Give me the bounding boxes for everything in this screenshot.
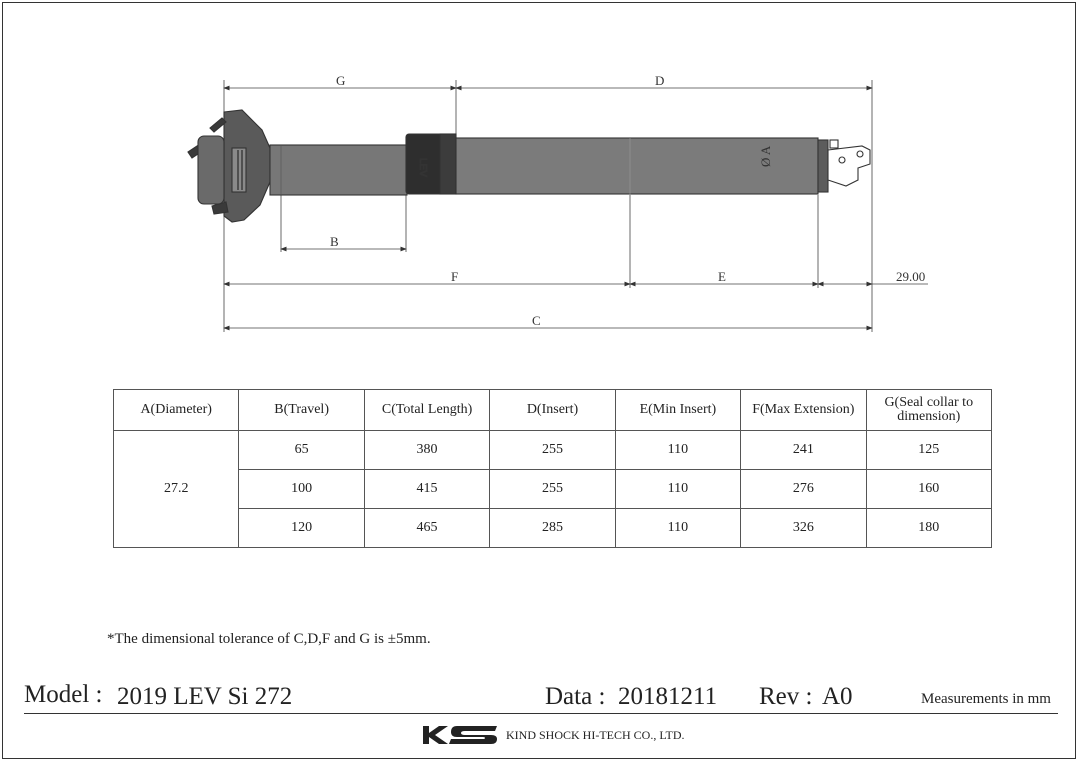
table-cell: 285 xyxy=(490,509,615,548)
table-cell: 110 xyxy=(615,431,740,470)
header-travel: B(Travel) xyxy=(239,390,364,431)
table-cell: 125 xyxy=(866,431,991,470)
table-cell: 255 xyxy=(490,470,615,509)
company-name: KIND SHOCK HI-TECH CO., LTD. xyxy=(506,728,685,742)
table-cell: 65 xyxy=(239,431,364,470)
cable-actuator xyxy=(828,146,870,186)
table-row xyxy=(114,431,992,470)
dim-label-f: F xyxy=(451,269,459,284)
logo-mark: LEV xyxy=(417,158,428,177)
diameter-label: Ø A xyxy=(758,145,773,167)
table-row xyxy=(114,509,992,548)
table-cell: 110 xyxy=(615,509,740,548)
date-label: Data : xyxy=(545,683,606,710)
header-seal-collar: G(Seal collar to dimension) xyxy=(866,390,991,431)
dim-label-d: D xyxy=(655,73,665,88)
table-cell: 255 xyxy=(490,431,615,470)
header-total-length: C(Total Length) xyxy=(364,390,489,431)
table-header-row xyxy=(114,390,992,431)
model-value: 2019 LEV Si 272 xyxy=(117,683,293,710)
date-value: 20181211 xyxy=(618,683,718,710)
title-block-rule xyxy=(24,713,1058,714)
dim-label-g: G xyxy=(336,73,346,88)
clamp-head xyxy=(224,110,270,222)
header-max-extension: F(Max Extension) xyxy=(741,390,866,431)
header-insert: D(Insert) xyxy=(490,390,615,431)
units-label: Measurements in mm xyxy=(921,691,1051,707)
table-cell: 160 xyxy=(866,470,991,509)
dim-label-b: B xyxy=(330,234,339,249)
header-min-insert: E(Min Insert) xyxy=(615,390,740,431)
table-cell: 326 xyxy=(741,509,866,548)
table-cell: 241 xyxy=(741,431,866,470)
diameter-cell: 27.2 xyxy=(114,431,239,548)
extension-lines xyxy=(224,80,872,332)
table-cell: 276 xyxy=(741,470,866,509)
table-cell: 180 xyxy=(866,509,991,548)
rev-value: A0 xyxy=(822,683,853,710)
table-cell: 100 xyxy=(239,470,364,509)
spec-table xyxy=(113,389,992,548)
tolerance-note: *The dimensional tolerance of C,D,F and G is ±5mm. xyxy=(107,631,431,647)
ks-logo-icon xyxy=(421,724,499,746)
stanchion xyxy=(270,145,407,195)
table-cell: 415 xyxy=(364,470,489,509)
model-label: Model : xyxy=(24,681,103,708)
table-cell: 110 xyxy=(615,470,740,509)
rev-label: Rev : xyxy=(759,683,813,710)
table-row xyxy=(114,470,992,509)
header-diameter: A(Diameter) xyxy=(114,390,239,431)
table-cell: 380 xyxy=(364,431,489,470)
table-cell: 120 xyxy=(239,509,364,548)
dim-label-e: E xyxy=(718,269,726,284)
dim-label-offset: 29.00 xyxy=(896,269,926,284)
dimension-lines xyxy=(224,88,928,328)
seatpost-technical-drawing xyxy=(0,0,1080,380)
table-cell: 465 xyxy=(364,509,489,548)
dim-label-c: C xyxy=(532,313,541,328)
